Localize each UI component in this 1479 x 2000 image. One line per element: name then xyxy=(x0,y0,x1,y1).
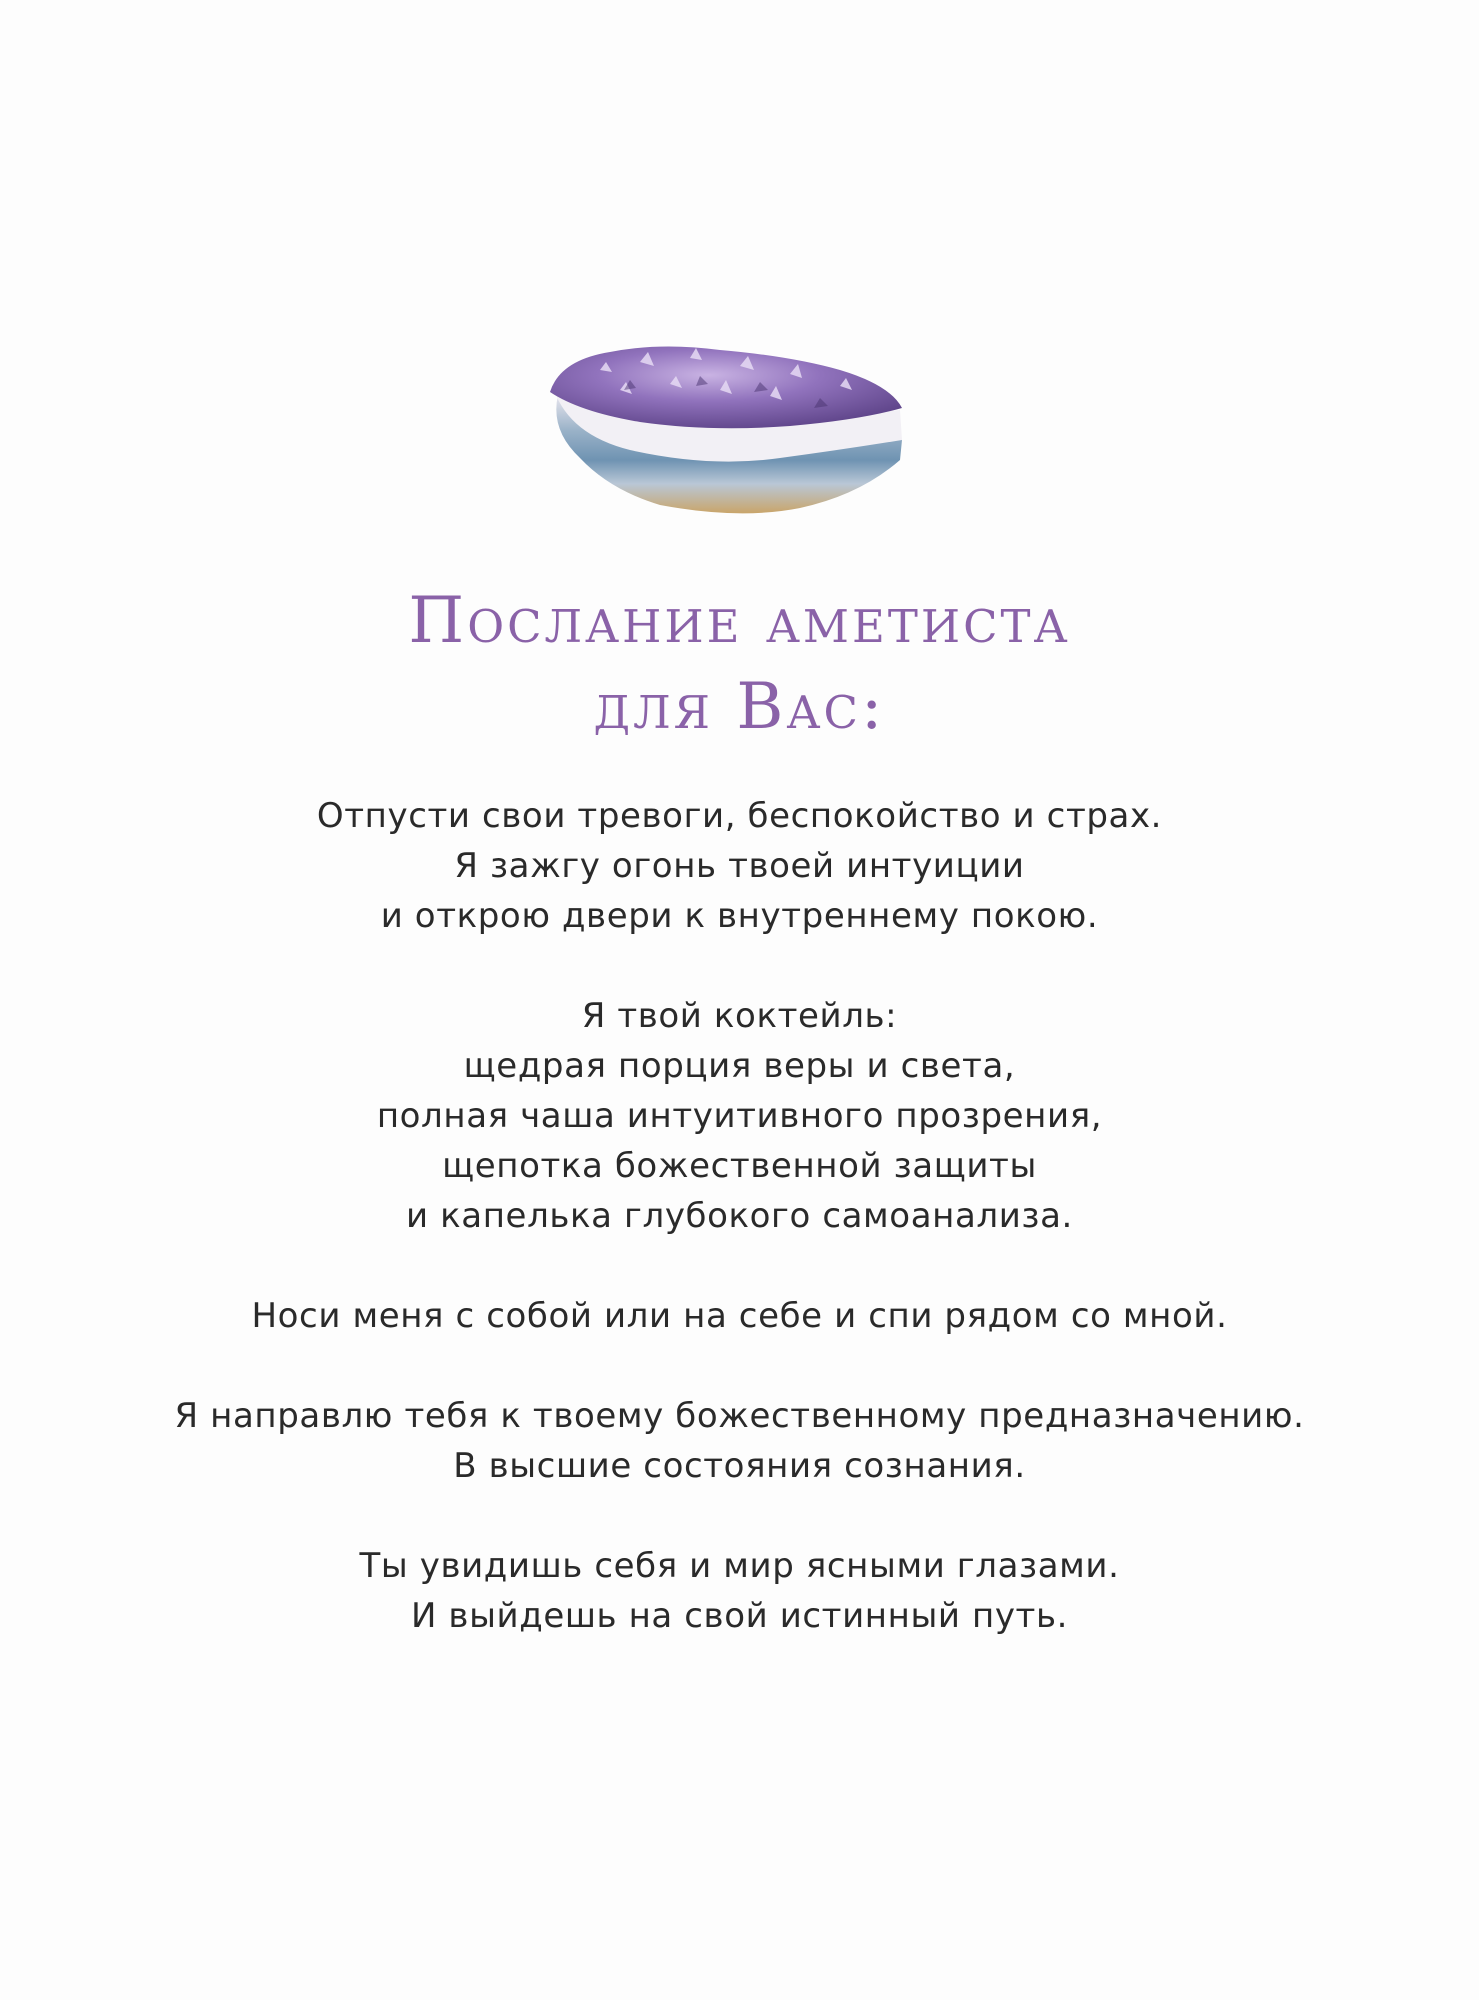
text-line: и капелька глубокого самоанализа. xyxy=(406,1196,1073,1236)
text-line: Носи меня с собой или на себе и спи рядом со мной. xyxy=(251,1296,1228,1336)
stanza xyxy=(0,1291,1479,1341)
text-line: полная чаша интуитивного прозрения, xyxy=(376,1096,1103,1136)
amethyst-crystal-icon xyxy=(540,340,910,540)
text-line: щедрая порция веры и света, xyxy=(463,1046,1016,1086)
text-line: Я направлю тебя к твоему божественному предназначению. xyxy=(174,1396,1305,1436)
text-line: Ты увидишь себя и мир ясными глазами. xyxy=(359,1546,1120,1586)
stanza xyxy=(0,1541,1479,1641)
text-line: Отпусти свои тревоги, беспокойство и страх. xyxy=(316,796,1163,836)
message-text xyxy=(0,791,1479,1691)
text-line: Я твой коктейль: xyxy=(581,996,898,1036)
text-line: В высшие состояния сознания. xyxy=(453,1446,1026,1486)
title-line-1: Послание аметиста xyxy=(408,584,1071,658)
stanza xyxy=(0,1391,1479,1491)
text-line: и открою двери к внутреннему покою. xyxy=(380,896,1099,936)
text-line: Я зажгу огонь твоей интуиции xyxy=(454,846,1025,886)
stanza xyxy=(0,791,1479,941)
stanza xyxy=(0,991,1479,1241)
text-line: щепотка божественной защиты xyxy=(442,1146,1037,1186)
text-line: И выйдешь на свой истинный путь. xyxy=(410,1596,1068,1636)
page-title xyxy=(0,578,1479,750)
title-line-2: для Вас: xyxy=(593,670,886,744)
